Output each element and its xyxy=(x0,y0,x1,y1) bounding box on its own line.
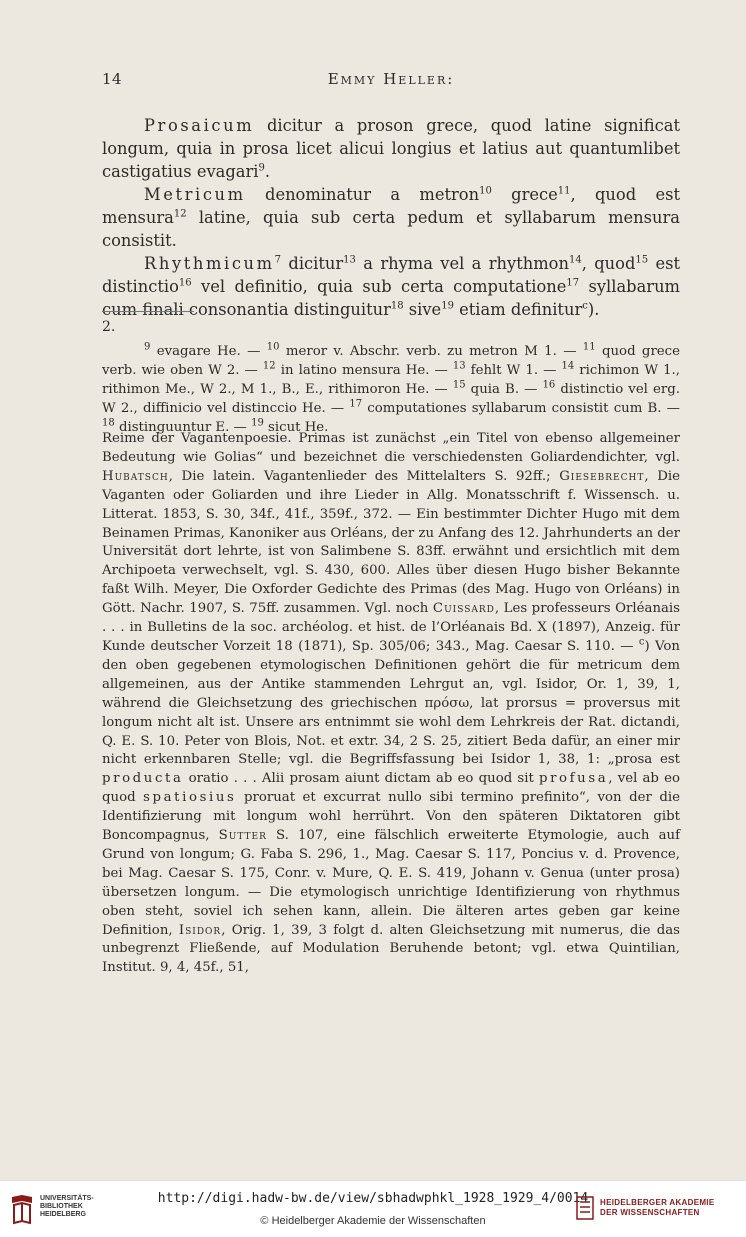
footnote-ref: 11 xyxy=(557,185,571,197)
copyright-notice: © Heidelberger Akademie der Wissenschaften xyxy=(260,1215,486,1227)
fn-text: meror v. Abschr. verb. zu metron M 1. — xyxy=(279,344,583,359)
text: dicitur xyxy=(281,254,344,273)
text: , vel ab eo quod xyxy=(102,771,680,806)
text: vel definitio, quia sub certa computatione xyxy=(191,277,567,296)
text: ). xyxy=(587,300,600,319)
fn-text: quod grece verb. wie oben W 2. — xyxy=(102,344,680,378)
author-name: Isidor xyxy=(178,922,222,938)
fn-text: quia B. — xyxy=(465,382,543,397)
author-name: Giesebrecht xyxy=(559,468,645,484)
text: denominatur a metron xyxy=(245,185,480,204)
fn-num: 12 xyxy=(262,360,276,372)
text: , Die latein. Vagantenlieder des Mittelalters S. 92ff.; xyxy=(168,468,560,484)
author-name: Cuissard xyxy=(432,601,495,617)
footnote-ref: 14 xyxy=(568,254,582,266)
academy-name xyxy=(600,1198,714,1218)
commentary-text xyxy=(102,430,680,978)
footnote-ref: 15 xyxy=(635,254,649,266)
text: , Orig. 1, 39, 3 folgt d. alten Gleichsetzung mit numerus, die das unbegrenzt Fließende, auf Modulation Beruhende betont; vgl. etwa Quintilian, Institut. 9, 4, 45f., 51, xyxy=(102,922,680,976)
author-name: Sutter xyxy=(218,828,267,844)
paragraph-metricum xyxy=(102,183,680,252)
fn-num: 11 xyxy=(582,341,596,353)
text: , Les professeurs Orléanais . . . in Bulletins de la soc. archéolog. et hist. de l’Orléanais Bd. X (1897), Anzeig. für Kunde deutscher Vorzeit 18 (1871), Sp. 305/06; 343., Mag. Caesar S. 110. — xyxy=(102,601,681,654)
author-name: Hubatsch xyxy=(102,468,169,484)
text: grece xyxy=(491,185,558,204)
main-text xyxy=(102,114,680,321)
note-mark: c xyxy=(638,636,645,648)
fn-text: in latino mensura He. — xyxy=(275,363,453,378)
text: latine, quia sub certa pedum et syllabarum mensura consistit. xyxy=(102,208,680,250)
footnote-ref: 19 xyxy=(441,300,454,312)
section-number: 2. xyxy=(102,319,116,335)
emphasis: profusa xyxy=(538,771,609,787)
page-number: 14 xyxy=(102,70,123,88)
running-title: Emmy Heller: xyxy=(327,70,455,88)
footnote-ref: 12 xyxy=(173,208,187,220)
text: , Die Vaganten oder Goliarden und ihre Lieder in Allg. Monatsschrift f. Wissensch. u. Litterat. 1853, S. 30, 34f., 41f., 359f., 372. — Ein bestimmter Dichter Hugo mit dem Beinamen Primas, Kanoniker aus Orléans, der zu Anfang des 12. Jahrhunderts an der Universität dort lehrte, ist von Salimbene S. 83ff. erwähnt und ersichtlich mit dem Archipoeta verwechselt, vgl. S. 430, 600. Alles über diesen Hugo bisher Bekannte faßt Wilh. Meyer, Die Oxforder Gedichte des Primas (des Mag. Hugo von Orléans) in Gött. Nachr. 1907, S. 75ff. zusammen. Vgl. noch xyxy=(102,468,680,617)
library-line: UNIVERSITÄTS- xyxy=(40,1195,94,1202)
fn-text: evagare He. — xyxy=(150,344,267,359)
text: , quod xyxy=(581,254,636,273)
text: a rhyma vel a rhythmon xyxy=(355,254,569,273)
footnote-ref: 17 xyxy=(566,277,580,289)
text: est distinctio xyxy=(102,254,680,296)
footnote-ref: 7 xyxy=(274,254,282,266)
footnote-block xyxy=(102,342,680,437)
footnote-ref: 18 xyxy=(390,300,404,312)
fn-text: richimon W 1., rithimon Me., W 2., M 1., B., E., rithimoron He. — xyxy=(102,363,680,397)
term-rhythmicum: Rhythmicum xyxy=(144,254,275,273)
fn-text: sicut He. xyxy=(263,420,329,435)
text: S. 107, eine fälschlich erweiterte Etymologie, auch auf Grund von longum; G. Faba S. 296, 1., Mag. Caesar S. 117, Poncius v. d. Provence, bei Mag. Caesar S. 175, Conr. v. Mure, Q. E. S. 419, Johann v. Genua (unter prosa) übersetzen longum. — Die etymologisch unrichtige Identifizierung von rhythmus oben steht, soviel ich sehen kann, allein. Die älteren artes geben gar keine Definition, xyxy=(102,828,680,938)
fn-num: 18 xyxy=(102,417,115,429)
text: Reime der Vagantenpoesie. Primas ist zunächst „ein Titel von ebenso allgemeiner Bedeutung wie Golias“ und bezeichnet die verschiedensten Goliardendichter, vgl. xyxy=(102,431,680,465)
permalink-url[interactable]: http://digi.hadw-bw.de/view/sbhadwphkl_1928_1929_4/0014 xyxy=(157,1191,589,1206)
emphasis: producta xyxy=(102,771,184,787)
fn-text: distinguuntur E. — xyxy=(114,420,252,435)
fn-num: 19 xyxy=(251,417,264,429)
text: etiam definitur xyxy=(453,300,583,319)
fn-num: 16 xyxy=(542,379,556,391)
text: . xyxy=(264,162,271,181)
academy-logo-icon xyxy=(575,1195,595,1221)
fn-num: 14 xyxy=(561,360,575,372)
academy-line: DER WISSENSCHAFTEN xyxy=(600,1208,700,1217)
apparatus-footnotes xyxy=(102,342,680,437)
footnote-ref: 13 xyxy=(343,254,356,266)
library-line: BIBLIOTHEK xyxy=(40,1203,83,1210)
fn-num: 15 xyxy=(452,379,466,391)
commentary-paragraph xyxy=(102,430,680,978)
fn-num: 13 xyxy=(452,360,466,372)
academy-line: HEIDELBERGER AKADEMIE xyxy=(600,1198,715,1207)
fn-text: distinctio vel erg. W 2., diffinicio vel distinccio He. — xyxy=(102,382,681,416)
fn-text: fehlt W 1. — xyxy=(465,363,562,378)
fn-num: 17 xyxy=(349,398,363,410)
footnote-divider xyxy=(102,311,194,312)
fn-text: computationes syllabarum consistit cum B. — xyxy=(362,401,680,416)
footnote-ref: c xyxy=(582,300,588,312)
emphasis: spatiosius xyxy=(143,790,237,806)
text: syllabarum cum finali consonantia distinguitur xyxy=(102,277,681,319)
viewer-footer xyxy=(0,1180,746,1237)
text: oratio . . . Alii prosam aiunt dictam ab eo quod sit xyxy=(183,771,539,787)
footnote-ref: 10 xyxy=(479,185,492,197)
text: proruat et excurrat nullo sibi termino prefinito“, von der die Identifizierung mit longum wohl herrührt. Von den späteren Diktatoren gibt Boncompagnus, xyxy=(102,790,680,844)
text: , quod est mensura xyxy=(102,185,680,227)
library-line: HEIDELBERG xyxy=(40,1211,86,1218)
text: sive xyxy=(403,300,442,319)
footnote-ref: 16 xyxy=(178,277,192,289)
footnote-ref: 9 xyxy=(258,162,265,174)
running-header xyxy=(102,70,680,90)
fn-num: 10 xyxy=(266,341,280,353)
term-metricum: Metricum xyxy=(144,185,246,204)
paragraph-prosaicum xyxy=(102,114,680,183)
text: ) Von den oben gegebenen etymologischen Definitionen gehört die für metricum dem allgemeinen, aus der Antike stammenden Lehrgut an, vgl. Isidor, Or. 1, 39, 1, während die Gleichsetzung des griechischen πρόσω, lat prorsus = proversus mit longum nicht alt ist. Unsere ars entnimmt sie wohl dem Lehrkreis der Rat. dictandi, Q. E. S. 10. Peter von Blois, Not. et extr. 34, 2 S. 25, zitiert Beda dafür, an einer mir nicht erkennbaren Stelle; vgl. die Begriffsfassung bei Isidor 1, 38, 1: „prosa est xyxy=(102,638,680,768)
fn-num: 9 xyxy=(144,341,151,353)
text: dicitur a proson grece, quod latine significat longum, quia in prosa licet alicui longius et latius aut quantumlibet castigatius evagari xyxy=(102,116,680,181)
term-prosaicum: Prosaicum xyxy=(144,116,255,135)
